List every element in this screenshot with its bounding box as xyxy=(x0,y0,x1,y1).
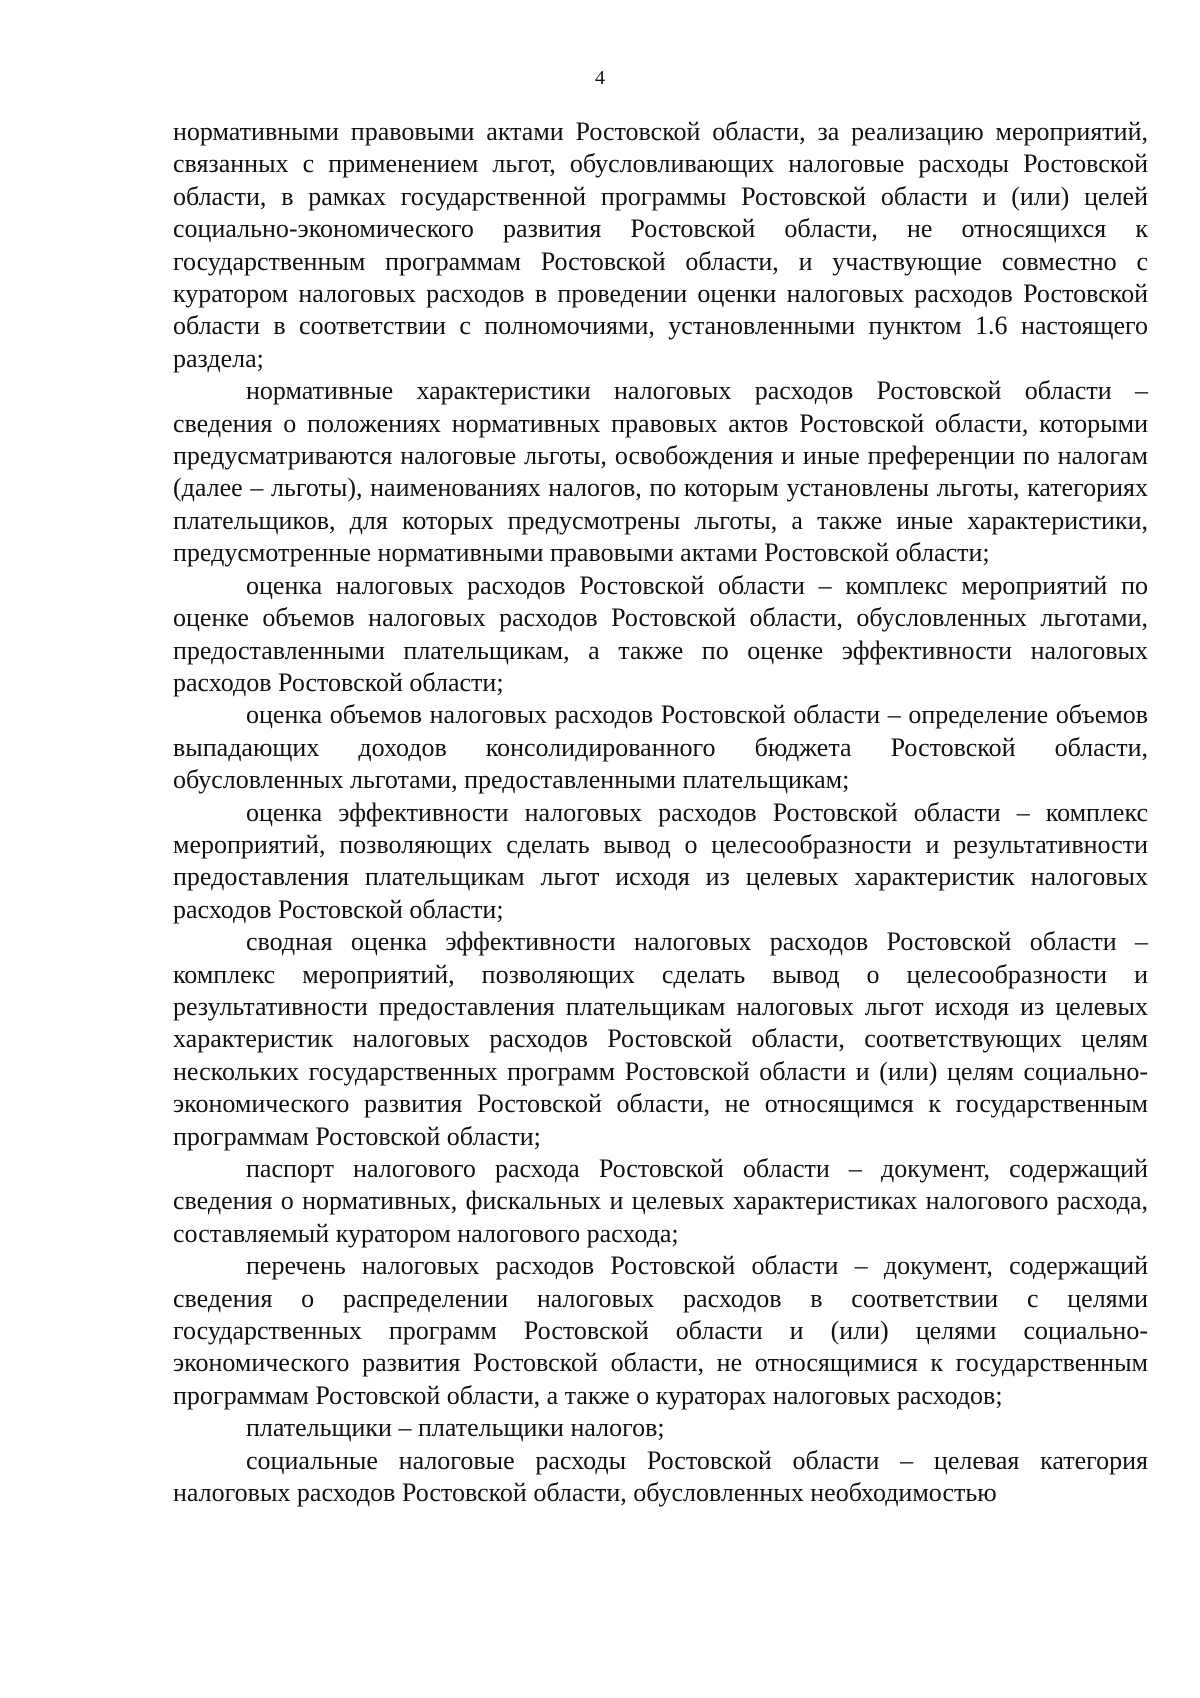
paragraph-social-tax-expenses: социальные налоговые расходы Ростовской области – целевая категория налоговых расходов Ростовской области, обусловленных необходимостью xyxy=(173,1445,1148,1508)
paragraph-continuation: нормативными правовыми актами Ростовской области, за реализацию мероприятий, связанных с применением льгот, обусловливающих налоговые расходы Ростовской области, в рамках государственной программы Ростовской области и (или) целей социально-экономического развития Ростовской области, не относящихся к государственным программам Ростовской области, и участвующие совместно с куратором налоговых расходов в проведении оценки налоговых расходов Ростовской области в соответствии с полномочиями, установленными пунктом 1.6 настоящего раздела; xyxy=(173,117,1148,373)
paragraph-volume-assessment: оценка объемов налоговых расходов Ростовской области – определение объемов выпадающих доходов консолидированного бюджета Ростовской области, обусловленных льготами, предоставленными плательщикам; xyxy=(173,700,1148,795)
paragraph-summary-assessment: сводная оценка эффективности налоговых расходов Ростовской области – комплекс мероприятий, позволяющих сделать вывод о целесообразности и результативности предоставления плательщикам налоговых льгот исходя из целевых характеристик налоговых расходов Ростовской области, соответствующих целям нескольких государственных программ Ростовской области и (или) целям социально-экономического развития Ростовской области, не относящимся к государственным программам Ростовской области; xyxy=(173,927,1148,1151)
paragraph-efficiency-assessment: оценка эффективности налоговых расходов Ростовской области – комплекс мероприятий, позволяющих сделать вывод о целесообразности и результативности предоставления плательщикам льгот исходя из целевых характеристик налоговых расходов Ростовской области; xyxy=(173,797,1148,924)
document-body xyxy=(173,116,1148,1509)
paragraph-list: перечень налоговых расходов Ростовской области – документ, содержащий сведения о распределении налоговых расходов в соответствии с целями государственных программ Ростовской области и (или) целями социально-экономического развития Ростовской области, не относящимися к государственным программам Ростовской области, а также о кураторах налоговых расходов; xyxy=(173,1251,1148,1410)
paragraph-passport: паспорт налогового расхода Ростовской области – документ, содержащий сведения о нормативных, фискальных и целевых характеристиках налогового расхода, составляемый куратором налогового расхода; xyxy=(173,1154,1148,1248)
paragraph-normative-characteristics: нормативные характеристики налоговых расходов Ростовской области – сведения о положениях нормативных правовых актов Ростовской области, которыми предусматриваются налоговые льготы, освобождения и иные преференции по налогам (далее – льготы), наименованиях налогов, по которым установлены льготы, категориях плательщиков, для которых предусмотрены льготы, а также иные характеристики, предусмотренные нормативными правовыми актами Ростовской области; xyxy=(173,376,1148,568)
paragraph-payers: плательщики – плательщики налогов; xyxy=(246,1413,665,1443)
page-number: 4 xyxy=(595,67,605,89)
paragraph-tax-expense-assessment: оценка налоговых расходов Ростовской области – комплекс мероприятий по оценке объемов налоговых расходов Ростовской области, обусловленных льготами, предоставленными плательщикам, а также по оценке эффективности налоговых расходов Ростовской области; xyxy=(173,570,1148,697)
